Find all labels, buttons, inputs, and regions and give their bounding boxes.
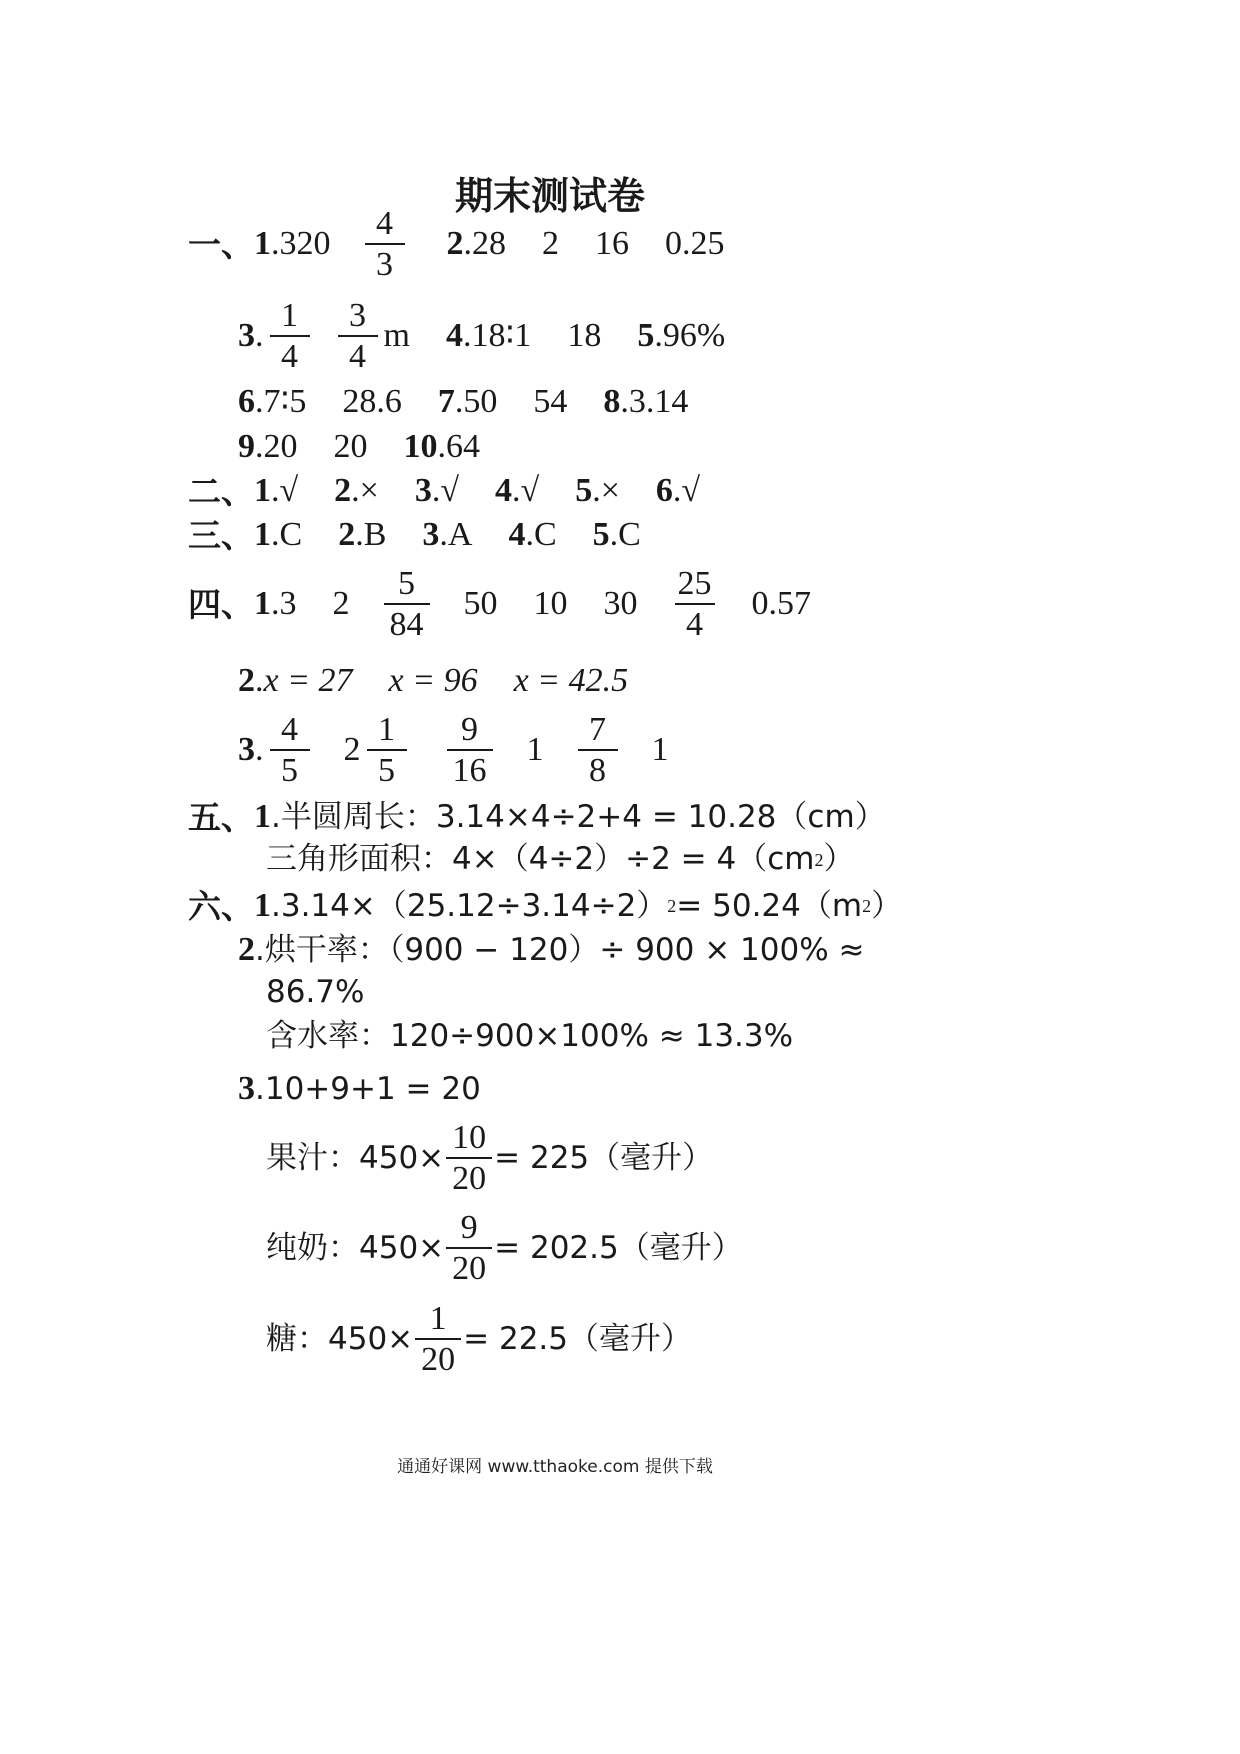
exponent: 2 [862,896,872,916]
item-number: 6 [655,472,673,509]
item-number: 1 [254,887,271,924]
fraction: $\frac{25}{4}$ [672,564,718,644]
fraction: $\frac{1}{4}$ [270,296,310,376]
section-5-line-2: 三角形面积：4×（4÷2）÷2 = 4（cm 2 ） [266,841,855,877]
equation-solution: x = 27 [263,662,353,699]
page-title: 期末测试卷 [454,174,645,218]
fraction: $\frac{1}{20}$ [415,1299,461,1379]
answer-text: 糖：450× [266,1320,414,1357]
section-3 [188,515,641,555]
item-number: 8 [603,383,621,420]
answer-text: .烘干率：（900 − 120）÷ 900 × 100% ≈ [255,931,865,968]
answer-text: .A [439,516,473,553]
section-2 [188,471,701,511]
item-number: 7 [437,383,455,420]
answer-text: 果汁：450× [266,1139,445,1176]
section-1-line-2: 3 . $\frac{1}{4}$ $\frac{3}{4}$ m 4 .18∶1 18 5 .96% [238,297,726,376]
item-number: 2 [238,662,255,699]
answer-text: .7∶5 [255,383,307,420]
item-number: 3 [422,516,440,553]
answer-text: 86.7% [266,974,365,1010]
section-6-line-1: 六、 1 .3.14×（25.12÷3.14÷2） 2 = 50.24（m 2 ） [188,886,903,926]
equation-solution: x = 42.5 [513,662,629,699]
item-number: 5 [592,516,610,553]
answer-text: = 225（毫升） [494,1139,714,1176]
answer-text: 20 [333,428,368,465]
item-number: 5 [637,317,655,355]
item-number: 1 [254,472,271,509]
fraction: $\frac{5}{84}$ [384,564,430,644]
sugar-line [266,1299,692,1379]
item-number: 4 [495,472,513,509]
section-1-line-1 [188,204,725,284]
answer-text: 0.25 [665,225,725,263]
fraction: $\frac{10}{20}$ [446,1118,492,1198]
answer-text: .B [355,516,387,553]
section-label: 四、 [188,584,254,624]
item-number: 2 [446,225,464,263]
answer-text: 三角形面积：4×（4÷2）÷2 = 4（cm [266,841,815,877]
section-6-line-4 [266,1018,794,1054]
answer-text: 1 [651,731,669,769]
section-1-line-4 [238,430,480,464]
item-number: 3 [238,731,255,769]
answer-text: = 202.5（毫升） [494,1229,743,1266]
item-number: 6 [238,383,255,420]
answer-text: 含水率：120÷900×100% ≈ 13.3% [266,1018,794,1054]
section-4-line-2: 2 . x = 27 x = 96 x = 42.5 [238,662,629,699]
answer-text: 54 [533,383,568,420]
fraction: $\frac{3}{4}$ [338,296,378,376]
item-number: 3 [238,1070,255,1107]
item-number: 2 [238,931,255,968]
answer-text: 纯奶：450× [266,1229,445,1266]
item-number: 1 [254,225,271,263]
answer-mark: .√ [271,472,299,509]
answer-text: .10+9+1 = 20 [255,1070,481,1107]
fraction: $\frac{1}{5}$ [367,710,407,790]
item-number: 3 [238,317,255,355]
answer-text: .3 [271,585,297,623]
item-number: 9 [238,428,255,465]
section-label: 六、 [188,886,254,926]
item-number: 4 [445,317,463,355]
answer-text: .C [525,516,557,553]
answer-mark: .× [592,472,620,509]
answer-text: 28.6 [342,383,402,420]
unit-text: m [383,317,410,355]
mixed-number-whole: 2 [343,731,361,769]
milk-line [266,1208,743,1288]
answer-text: .28 [463,225,506,263]
section-1-line-3 [238,385,688,419]
exponent: 2 [667,896,677,916]
answer-text: .3.14 [620,383,689,420]
section-label: 五、 [188,797,254,837]
answer-text: 1 [526,731,544,769]
answer-text: .18∶1 [462,317,532,355]
item-number: 10 [403,428,438,465]
answer-text: 16 [595,225,629,263]
fraction: $\frac{9}{20}$ [446,1208,492,1288]
item-number: 5 [575,472,593,509]
answer-text: .C [609,516,641,553]
section-5-line-1 [188,797,886,837]
exponent: 2 [814,849,824,870]
answer-mark: .√ [672,472,701,509]
fraction: $\frac{4}{3}$ [365,204,405,284]
item-number: 4 [508,516,526,553]
answer-mark: .√ [512,472,540,509]
equation-solution: x = 96 [388,662,478,699]
juice-line [266,1118,713,1198]
section-6-line-5 [238,1072,481,1106]
item-number: 1 [254,516,271,553]
answer-text: 50 [463,585,498,623]
answer-text: .64 [437,428,480,465]
answer-text: 10 [533,585,568,623]
fraction: $\frac{9}{16}$ [447,710,493,790]
answer-text: 0.57 [751,585,811,623]
answer-text: .C [271,516,303,553]
answer-text: .半圆周长：3.14×4÷2+4 = 10.28（cm） [271,798,886,835]
answer-text: .320 [271,225,331,263]
answer-mark: .√ [431,472,460,509]
fraction: $\frac{4}{5}$ [270,710,310,790]
section-4-line-1 [188,564,811,644]
answer-text: .50 [454,383,498,420]
section-6-line-3 [266,974,365,1010]
answer-text: .3.14×（25.12÷3.14÷2） [271,887,668,924]
section-6-line-2 [238,933,865,967]
item-number: 1 [254,798,271,835]
section-4-line-3: 3 . $\frac{4}{5}$ 2 $\frac{1}{5}$ $\frac{9}{16}$ 1 $\frac{7}{8}$ 1 [238,711,669,790]
section-label: 二、 [188,471,254,511]
answer-text: 2 [332,585,350,623]
answer-mark: .× [351,472,379,509]
footer-watermark: 通通好课网 www.tthaoke.com 提供下载 [397,1457,713,1477]
answer-text: 30 [603,585,638,623]
item-number: 2 [334,472,352,509]
item-number: 3 [414,472,432,509]
section-label: 一、 [188,224,254,264]
section-label: 三、 [188,515,254,555]
answer-text: .20 [255,428,298,465]
answer-text: .96% [654,317,726,355]
item-number: 1 [254,585,271,623]
answer-text: 2 [542,225,559,263]
fraction: $\frac{7}{8}$ [578,710,618,790]
answer-text: = 22.5（毫升） [463,1320,693,1357]
answer-text: 18 [567,317,602,355]
item-number: 2 [338,516,356,553]
